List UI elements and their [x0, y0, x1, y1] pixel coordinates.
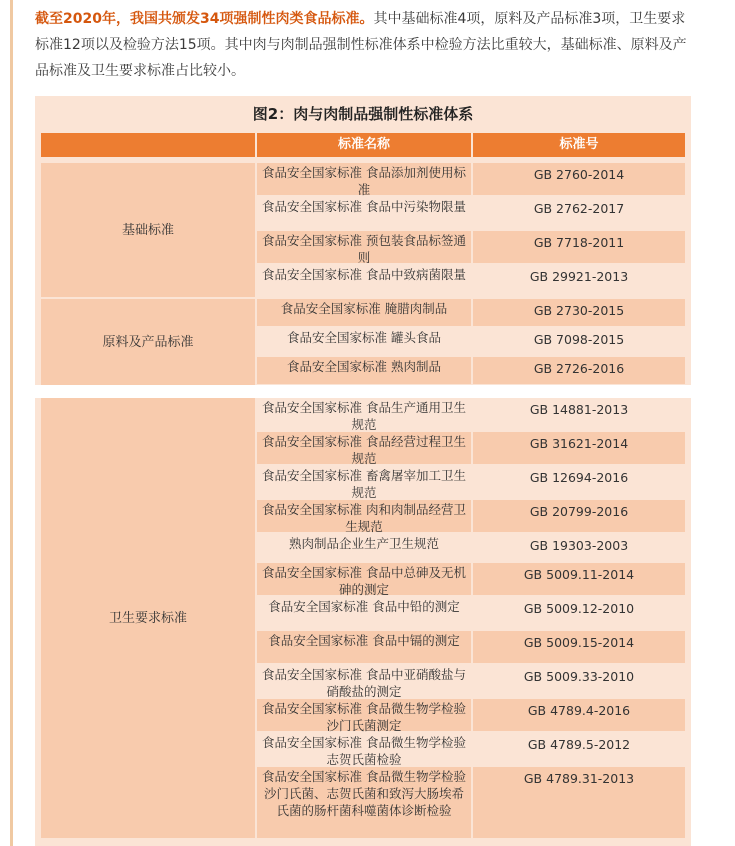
standard-name-cell: 食品安全国家标准 肉和肉制品经营卫生规范 — [257, 500, 471, 532]
standard-code-cell: GB 4789.5-2012 — [473, 733, 685, 765]
standard-code-cell: GB 7098-2015 — [473, 328, 685, 355]
table-gap — [35, 385, 691, 398]
standard-code-cell: GB 12694-2016 — [473, 466, 685, 498]
standard-code-cell: GB 2726-2016 — [473, 357, 685, 384]
category-basic: 基础标准 — [41, 163, 255, 297]
standard-code-cell: GB 19303-2003 — [473, 534, 685, 561]
category-raw-products: 原料及产品标准 — [41, 299, 255, 385]
standard-code-cell: GB 14881-2013 — [473, 398, 685, 430]
category-hygiene: 卫生要求标准 — [41, 398, 255, 838]
intro-text: 其中基础标准4项，原料及产品标准3项，卫生要求标准12项以及检验方法15项。其中肉与肉制品强制性标准体系中检验方法比重较大，基础标准、原料及产品标准及卫生要求标准占比较小。 — [35, 11, 687, 79]
standard-name-cell: 食品安全国家标准 熟肉制品 — [257, 357, 471, 384]
standard-code-cell: GB 2760-2014 — [473, 163, 685, 195]
standard-code-cell: GB 5009.33-2010 — [473, 665, 685, 697]
standard-name-cell: 食品安全国家标准 食品添加剂使用标准 — [257, 163, 471, 195]
header-name: 标准名称 — [257, 133, 471, 157]
standard-code-cell: GB 20799-2016 — [473, 500, 685, 532]
standard-code-cell: GB 2762-2017 — [473, 197, 685, 229]
standard-name-cell: 食品安全国家标准 食品生产通用卫生规范 — [257, 398, 471, 430]
quote-bar — [10, 0, 13, 846]
standard-name-cell: 食品安全国家标准 食品中总砷及无机砷的测定 — [257, 563, 471, 595]
standard-code-cell: GB 29921-2013 — [473, 265, 685, 297]
intro-paragraph — [35, 6, 695, 84]
standard-name-cell: 食品安全国家标准 食品中镉的测定 — [257, 631, 471, 663]
standard-code-cell: GB 5009.11-2014 — [473, 563, 685, 595]
standard-code-cell: GB 5009.12-2010 — [473, 597, 685, 629]
header-code: 标准号 — [473, 133, 685, 157]
standard-name-cell: 食品安全国家标准 食品经营过程卫生规范 — [257, 432, 471, 464]
standard-name-cell: 食品安全国家标准 食品微生物学检验 志贺氏菌检验 — [257, 733, 471, 765]
standard-name-cell: 食品安全国家标准 食品中铅的测定 — [257, 597, 471, 629]
standard-name-cell: 食品安全国家标准 食品中亚硝酸盐与硝酸盐的测定 — [257, 665, 471, 697]
standard-code-cell: GB 5009.15-2014 — [473, 631, 685, 663]
standard-name-cell: 食品安全国家标准 畜禽屠宰加工卫生规范 — [257, 466, 471, 498]
standard-name-cell: 食品安全国家标准 食品中污染物限量 — [257, 197, 471, 229]
standard-name-cell: 食品安全国家标准 罐头食品 — [257, 328, 471, 355]
standard-code-cell: GB 2730-2015 — [473, 299, 685, 326]
standard-name-cell: 食品安全国家标准 食品中致病菌限量 — [257, 265, 471, 297]
header-category-blank — [41, 133, 255, 157]
figure-title: 图2：肉与肉制品强制性标准体系 — [252, 105, 474, 123]
standard-name-cell: 熟肉制品企业生产卫生规范 — [257, 534, 471, 561]
standard-code-cell: GB 4789.31-2013 — [473, 767, 685, 838]
standard-code-cell: GB 7718-2011 — [473, 231, 685, 263]
standard-name-cell: 食品安全国家标准 腌腊肉制品 — [257, 299, 471, 326]
standards-table-figure — [35, 96, 691, 846]
standard-name-cell: 食品安全国家标准 食品微生物学检验 沙门氏菌测定 — [257, 699, 471, 731]
standard-code-cell: GB 4789.4-2016 — [473, 699, 685, 731]
standard-code-cell: GB 31621-2014 — [473, 432, 685, 464]
intro-highlight: 截至2020年，我国共颁发34项强制性肉类食品标准。 — [35, 11, 374, 27]
standard-name-cell: 食品安全国家标准 预包装食品标签通则 — [257, 231, 471, 263]
standard-name-cell: 食品安全国家标准 食品微生物学检验 沙门氏菌、志贺氏菌和致泻大肠埃希氏菌的肠杆菌科噬菌体诊断检验 — [257, 767, 471, 838]
